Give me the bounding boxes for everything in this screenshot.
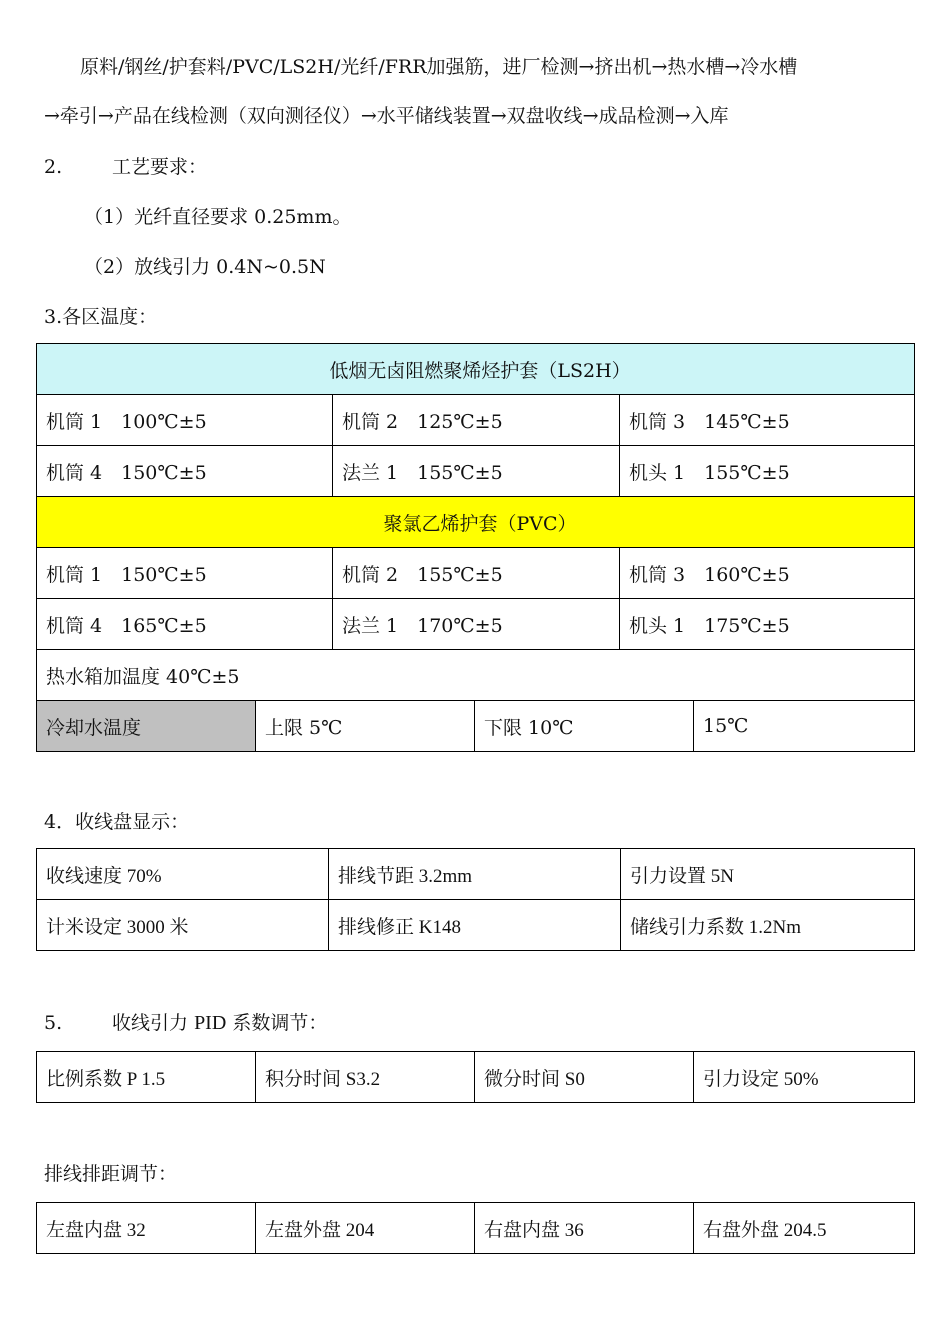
traverse-pitch-table	[36, 1202, 915, 1254]
section-5-title-part: 收线引力	[112, 1012, 189, 1034]
table-row	[37, 1203, 915, 1254]
pvc-header: 聚氯乙烯护套（PVC）	[37, 497, 915, 548]
table-cell	[475, 1052, 694, 1103]
table-row	[37, 548, 915, 599]
table-row	[37, 599, 915, 650]
pid-table	[36, 1051, 915, 1103]
table-cell	[694, 1052, 915, 1103]
cell-value: 36	[564, 1219, 584, 1241]
section-2-title: 工艺要求：	[112, 156, 208, 178]
table-cell	[37, 900, 329, 951]
cell-label: 右盘外盘	[703, 1218, 780, 1241]
section-3-title: 3.各区温度：	[44, 306, 158, 328]
section-5-title	[112, 1011, 327, 1035]
table-cell	[621, 900, 915, 951]
cell-label: 积分时间	[265, 1067, 342, 1090]
temp-cell: 机筒 4 165℃±5	[37, 599, 333, 650]
table-row	[37, 446, 915, 497]
temp-cell: 机头 1 155℃±5	[620, 446, 915, 497]
temperature-table	[36, 343, 915, 752]
cell-label: 左盘外盘	[265, 1218, 342, 1241]
cooling-value: 15℃	[694, 701, 915, 752]
table-row	[37, 849, 915, 900]
temp-cell: 机筒 1 150℃±5	[37, 548, 333, 599]
cell-value: 204.5	[783, 1219, 827, 1241]
take-up-display-table	[36, 848, 915, 951]
table-cell	[621, 849, 915, 900]
table-cell	[694, 1203, 915, 1254]
ls2h-header-row	[37, 344, 915, 395]
table-cell	[475, 1203, 694, 1254]
cell-label: 微分时间	[484, 1067, 561, 1090]
cell-label: 右盘内盘	[484, 1218, 561, 1241]
cooling-row	[37, 701, 915, 752]
temp-cell: 机筒 1 100℃±5	[37, 395, 333, 446]
cell-value: 32	[126, 1219, 146, 1241]
temp-cell: 机筒 2 155℃±5	[333, 548, 620, 599]
process-flow-line-2: →牵引→产品在线检测（双向测径仪）→水平储线装置→双盘收线→成品检测→入库	[44, 105, 729, 127]
table-cell	[256, 1052, 475, 1103]
cell-value: 204	[345, 1219, 375, 1241]
ls2h-header: 低烟无卤阻燃聚烯烃护套（LS2H）	[37, 344, 915, 395]
temp-cell: 法兰 1 155℃±5	[333, 446, 620, 497]
cell-label: 引力设定	[703, 1067, 780, 1090]
section-5-title-pid: PID	[194, 1012, 227, 1034]
cooling-water-label: 冷却水温度	[37, 701, 256, 752]
section-2-number: 2.	[44, 156, 63, 178]
cell-value: K148	[418, 916, 461, 938]
table-cell	[329, 849, 621, 900]
section-5-number: 5.	[44, 1012, 63, 1034]
table-row	[37, 1052, 915, 1103]
temp-cell: 机筒 4 150℃±5	[37, 446, 333, 497]
cell-value: 50%	[783, 1068, 819, 1090]
cell-label: 引力设置	[630, 864, 707, 887]
cell-value: 3000	[126, 916, 165, 938]
hot-water-temp: 热水箱加温度 40℃±5	[37, 650, 915, 701]
cell-unit: 米	[169, 915, 189, 938]
table-cell	[37, 1203, 256, 1254]
cell-label: 左盘内盘	[46, 1218, 123, 1241]
temp-cell: 法兰 1 170℃±5	[333, 599, 620, 650]
temp-cell: 机头 1 175℃±5	[620, 599, 915, 650]
fiber-diameter-requirement: （1）光纤直径要求 0.25mm。	[84, 206, 352, 228]
cell-value: 3.2mm	[418, 865, 473, 887]
cell-value: P 1.5	[126, 1068, 166, 1090]
cell-value: S0	[564, 1068, 585, 1090]
section-4-title: 4．收线盘显示：	[44, 811, 190, 833]
temp-cell: 机筒 3 160℃±5	[620, 548, 915, 599]
table-cell	[329, 900, 621, 951]
cell-value: 70%	[126, 865, 162, 887]
table-cell	[37, 849, 329, 900]
temp-cell: 机筒 2 125℃±5	[333, 395, 620, 446]
cell-label: 排线节距	[338, 864, 415, 887]
process-flow-line-1: 原料/钢丝/护套料/PVC/LS2H/光纤/FRR加强筋，进厂检测→挤出机→热水槽→冷水槽	[80, 56, 798, 78]
pvc-header-row	[37, 497, 915, 548]
cell-label: 储线引力系数	[630, 915, 745, 938]
cell-label: 计米设定	[46, 915, 123, 938]
table-cell	[256, 1203, 475, 1254]
table-row	[37, 900, 915, 951]
cell-label: 排线修正	[338, 915, 415, 938]
section-5-title-part: 系数调节：	[232, 1012, 328, 1034]
cooling-upper-limit: 上限 5℃	[256, 701, 475, 752]
cell-label: 收线速度	[46, 864, 123, 887]
cell-value: 1.2Nm	[748, 916, 802, 938]
table-row	[37, 395, 915, 446]
temp-cell: 机筒 3 145℃±5	[620, 395, 915, 446]
cell-value: 5N	[710, 865, 734, 887]
section-6-title: 排线排距调节：	[44, 1163, 178, 1185]
cell-label: 比例系数	[46, 1067, 123, 1090]
table-row	[37, 650, 915, 701]
cell-value: S3.2	[345, 1068, 381, 1090]
cooling-lower-limit: 下限 10℃	[475, 701, 694, 752]
table-cell	[37, 1052, 256, 1103]
payoff-tension-requirement: （2）放线引力 0.4N~0.5N	[84, 256, 326, 278]
